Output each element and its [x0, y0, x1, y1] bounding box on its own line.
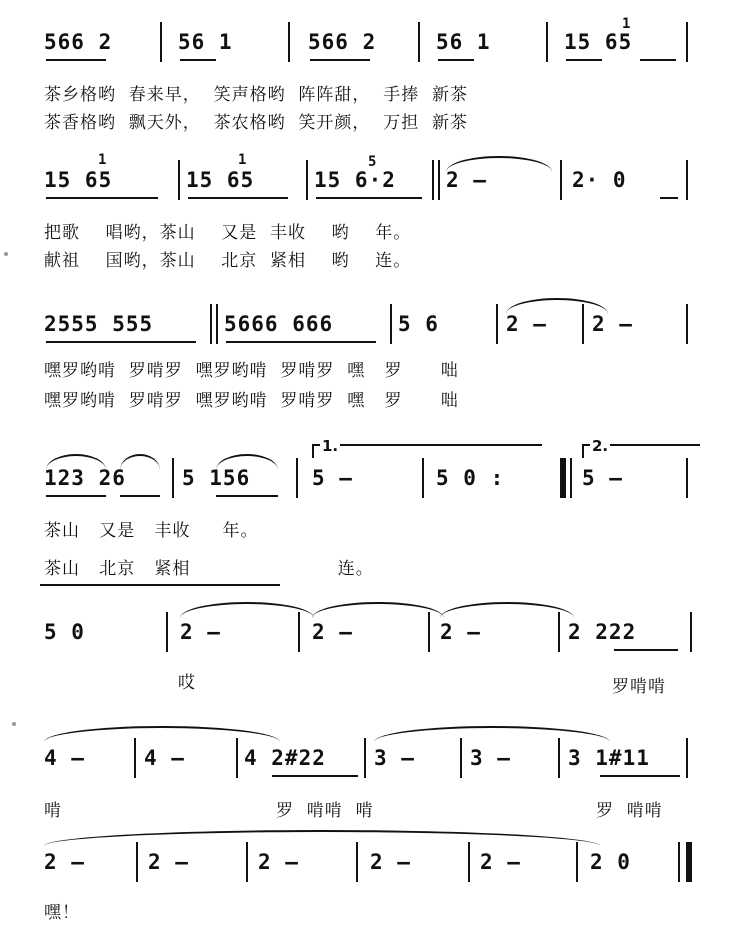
- barline: [364, 738, 366, 778]
- volta-label-2: 2.: [592, 437, 609, 455]
- barline: [546, 22, 548, 62]
- notes-row: [0, 842, 733, 882]
- final-barline: [686, 842, 692, 882]
- beam: [272, 775, 358, 777]
- tie-slur: [374, 726, 610, 742]
- measure-3: 15 6·2: [314, 168, 396, 192]
- beam: [566, 59, 602, 61]
- beam: [46, 495, 106, 497]
- beam: [600, 775, 680, 777]
- beam: [120, 495, 160, 497]
- barline: [686, 22, 688, 62]
- barline: [686, 458, 688, 498]
- beam: [316, 197, 422, 199]
- lyric-verse-1: 茶山 又是 丰收 年。: [44, 521, 259, 541]
- measure-6: 2 0: [590, 850, 631, 874]
- measure-5: 15 65: [564, 30, 633, 54]
- lyric-verse-1: 把歌 唱哟，茶山 又是 丰收 哟 年。: [44, 223, 412, 243]
- barline: [160, 22, 162, 62]
- slur: [216, 454, 278, 470]
- measure-2: 15 65: [186, 168, 255, 192]
- barline: [432, 160, 434, 200]
- barline: [356, 842, 358, 882]
- barline: [422, 458, 424, 498]
- measure-1: 566 2: [44, 30, 113, 54]
- measure-3: 4 2#22: [244, 746, 326, 770]
- lyric-verse-2: 茶香格哟 飘天外， 茶农格哟 笑开颜， 万担 新茶: [44, 113, 469, 133]
- measure-1: 4 —: [44, 746, 85, 770]
- grace-note: 1: [238, 152, 248, 168]
- barline: [172, 458, 174, 498]
- barline: [210, 304, 212, 344]
- barline: [460, 738, 462, 778]
- tie-slur: [44, 830, 600, 846]
- beam: [46, 59, 106, 61]
- measure-4: 3 —: [374, 746, 415, 770]
- measure-4: 2 —: [370, 850, 411, 874]
- beam: [46, 341, 196, 343]
- beam: [640, 59, 676, 61]
- barline: [288, 22, 290, 62]
- beam: [226, 341, 376, 343]
- barline: [438, 160, 440, 200]
- barline: [134, 738, 136, 778]
- lyric-2: 罗啃啃: [612, 677, 666, 697]
- measure-2: 56 1: [178, 30, 233, 54]
- volta-label-1: 1.: [322, 437, 339, 455]
- beam: [180, 59, 216, 61]
- beam: [310, 59, 370, 61]
- beam: [614, 649, 678, 651]
- barline: [558, 612, 560, 652]
- barline: [576, 842, 578, 882]
- barline: [570, 458, 572, 498]
- grace-note: 1: [98, 152, 108, 168]
- measure-2: 4 —: [144, 746, 185, 770]
- scan-mark: [4, 252, 8, 256]
- scan-mark: [12, 722, 16, 726]
- barline: [166, 612, 168, 652]
- measure-2: 5666 666: [224, 312, 334, 336]
- measure-2: 2 —: [148, 850, 189, 874]
- measure-3: 5 —: [312, 466, 353, 490]
- lyric-underline: [40, 584, 280, 586]
- lyric-verse-2: 嘿罗哟啃 罗啃罗 嘿罗哟啃 罗啃罗 嘿 罗 咄: [44, 391, 459, 411]
- barline: [678, 842, 680, 882]
- beam: [438, 59, 474, 61]
- barline: [306, 160, 308, 200]
- measure-3: 5 6: [398, 312, 439, 336]
- barline: [418, 22, 420, 62]
- barline: [178, 160, 180, 200]
- volta-bracket-1: [312, 437, 542, 458]
- repeat-end-barline: [560, 458, 566, 498]
- lyric-1: 哎: [178, 673, 196, 693]
- measure-4: 56 1: [436, 30, 491, 54]
- lyric-verse-1: 嘿罗哟啃 罗啃罗 嘿罗哟啃 罗啃罗 嘿 罗 咄: [44, 361, 459, 381]
- beam: [188, 197, 288, 199]
- measure-4: 2 —: [446, 168, 487, 192]
- notes-row: [0, 16, 733, 62]
- slur: [46, 454, 106, 470]
- measure-4: 5 0 :: [436, 466, 505, 490]
- lyric-verse-1: 茶乡格哟 春来早， 笑声格哟 阵阵甜， 手捧 新茶: [44, 85, 469, 105]
- lyric-verse-2: 献祖 国哟，茶山 北京 紧相 哟 连。: [44, 251, 412, 271]
- measure-5: 2 —: [480, 850, 521, 874]
- beam: [46, 197, 158, 199]
- barline: [468, 842, 470, 882]
- measure-3: 2 —: [312, 620, 353, 644]
- tie-slur: [446, 156, 552, 172]
- barline: [236, 738, 238, 778]
- measure-3: 566 2: [308, 30, 377, 54]
- barline: [428, 612, 430, 652]
- tie-slur: [44, 726, 280, 742]
- beam: [216, 495, 278, 497]
- barline: [298, 612, 300, 652]
- measure-1: 2555 555: [44, 312, 154, 336]
- lyric-verse-2: 茶山 北京 紧相 连。: [44, 559, 374, 579]
- tie-slur: [506, 298, 608, 314]
- measure-1: 15 65: [44, 168, 113, 192]
- measure-4: 2 —: [506, 312, 547, 336]
- barline: [686, 304, 688, 344]
- measure-5: 2· 0: [572, 168, 627, 192]
- lyric-2: 罗 啃啃 啃: [276, 801, 374, 821]
- barline: [136, 842, 138, 882]
- lyric-3: 罗 啃啃: [596, 801, 663, 821]
- barline: [390, 304, 392, 344]
- lyric-1: 嘿！: [44, 903, 80, 923]
- measure-2: 2 —: [180, 620, 221, 644]
- beam: [660, 197, 678, 199]
- notes-row: [0, 612, 733, 652]
- measure-6: 3 1#11: [568, 746, 650, 770]
- measure-1: 123 26: [44, 466, 126, 490]
- measure-5: 2 222: [568, 620, 637, 644]
- notes-row: [0, 738, 733, 778]
- grace-note: 5: [368, 154, 378, 170]
- notes-row: [0, 437, 733, 498]
- measure-5: 5 —: [582, 466, 623, 490]
- barline: [246, 842, 248, 882]
- grace-note: 1: [622, 16, 632, 32]
- barline: [496, 304, 498, 344]
- slur: [120, 454, 160, 470]
- barline: [686, 160, 688, 200]
- barline: [690, 612, 692, 652]
- measure-2: 5 156: [182, 466, 251, 490]
- barline: [296, 458, 298, 498]
- barline: [558, 738, 560, 778]
- measure-5: 2 —: [592, 312, 633, 336]
- barline: [560, 160, 562, 200]
- measure-3: 2 —: [258, 850, 299, 874]
- measure-1: 2 —: [44, 850, 85, 874]
- notes-row: [0, 152, 733, 200]
- tie-slur: [312, 602, 444, 618]
- tie-slur: [180, 602, 314, 618]
- barline: [216, 304, 218, 344]
- lyric-1: 啃: [44, 801, 62, 821]
- measure-1: 5 0: [44, 620, 85, 644]
- barline: [686, 738, 688, 778]
- volta-bracket-2: [582, 437, 700, 458]
- notes-row: [0, 304, 733, 344]
- measure-5: 3 —: [470, 746, 511, 770]
- tie-slur: [440, 602, 574, 618]
- measure-4: 2 —: [440, 620, 481, 644]
